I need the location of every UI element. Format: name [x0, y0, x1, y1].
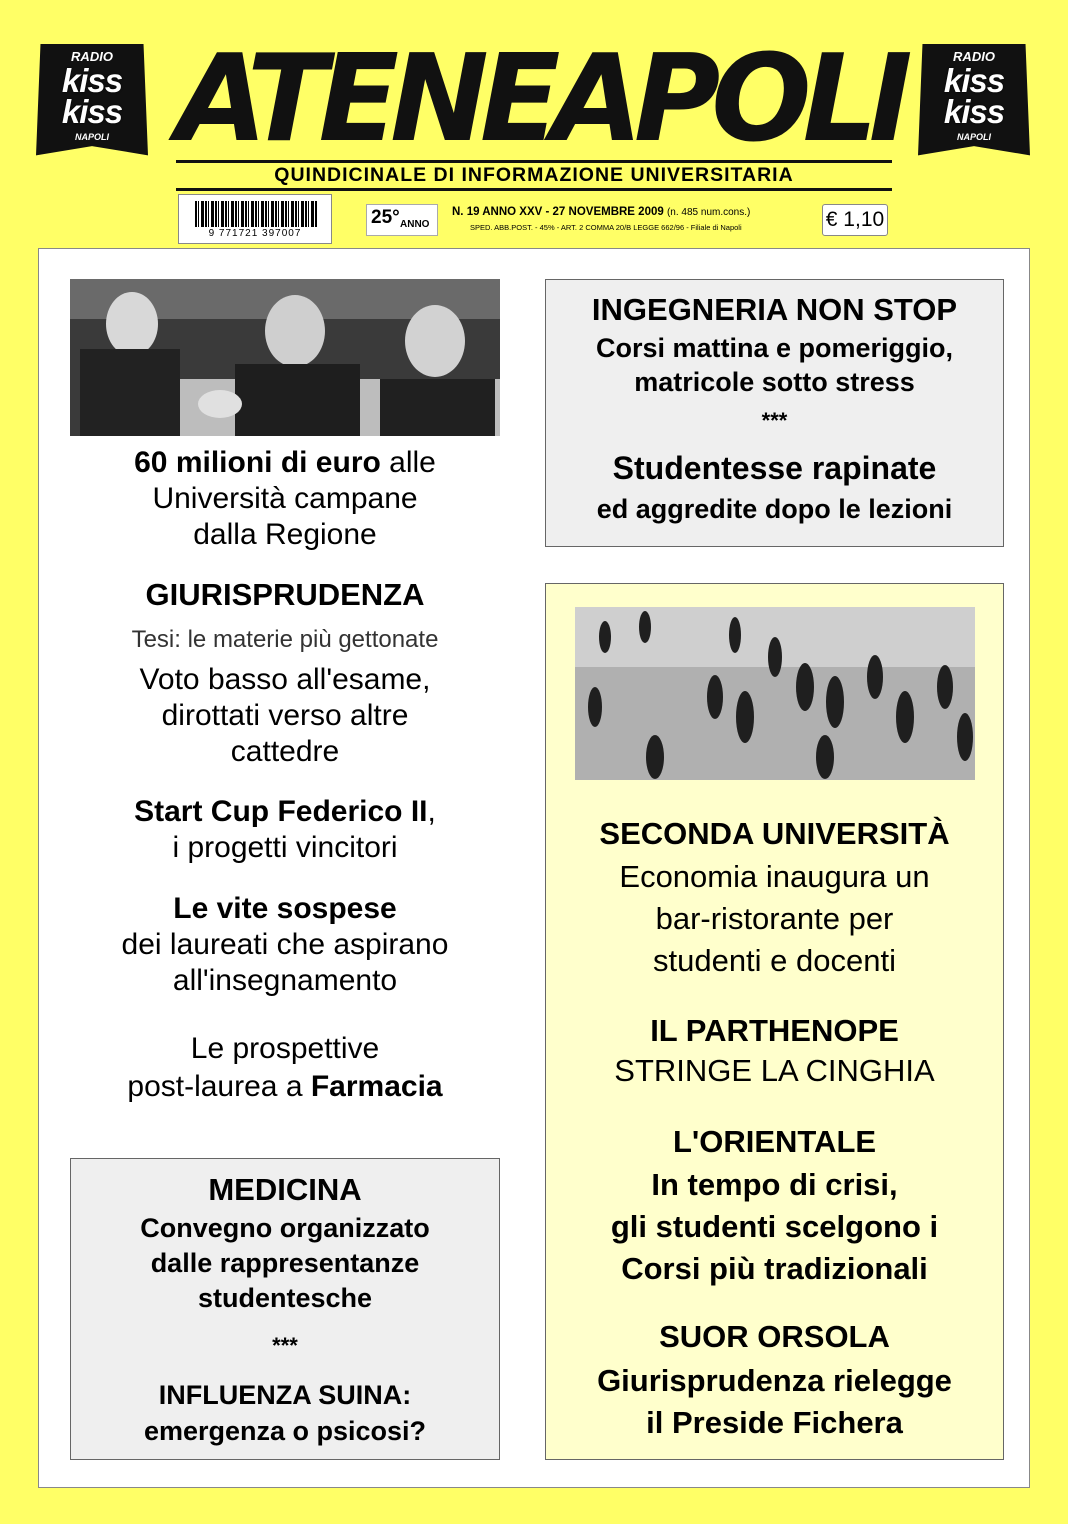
studentesse-line2: ed aggredite dopo le lezioni [596, 494, 953, 524]
parthenope-line1: IL PARTHENOPE [650, 1013, 899, 1048]
radio-kiss-text: kiss [61, 62, 123, 99]
lead-rest: alle [380, 446, 436, 479]
infl-line2: emergenza o psicosi? [143, 1416, 427, 1446]
orient-line3: Corsi più tradizionali [621, 1251, 928, 1286]
giurisprudenza-sub: Tesi: le materie più gettonate [131, 626, 439, 653]
officials-photo-svg [70, 279, 500, 436]
sun-title: SECONDA UNIVERSITÀ [599, 816, 950, 851]
medicina-body [70, 1211, 500, 1316]
startcup-comma: , [427, 795, 436, 828]
startcup-line2: i progetti vincitori [172, 831, 398, 864]
sun-line1: Economia inaugura un [619, 859, 930, 894]
giurisprudenza-body [62, 662, 508, 770]
barcode [178, 194, 332, 244]
vite-headline [62, 891, 508, 999]
issue-info [452, 206, 812, 218]
anniversary-badge [366, 204, 438, 236]
orientale-body [545, 1164, 1004, 1290]
orient-line2: gli studenti scelgono i [610, 1209, 939, 1244]
infl-line1: INFLUENZA SUINA: [158, 1380, 412, 1410]
suor-orsola-title: SUOR ORSOLA [659, 1319, 890, 1354]
newspaper-subtitle: QUINDICINALE DI INFORMAZIONE UNIVERSITARIA [176, 160, 892, 191]
newspaper-title: ATENEAPOLI [176, 27, 904, 169]
vite-line2: dei laureati che aspirano [121, 928, 449, 961]
campus-photo-svg [575, 607, 975, 780]
med-line1: Convegno organizzato [140, 1213, 430, 1243]
giur-line2: dirottati verso altre [161, 699, 409, 732]
issue-consecutive: (n. 485 num.cons.) [666, 207, 751, 218]
radio-kiss-text: kiss [61, 93, 123, 130]
radio-kiss-text: kiss [943, 93, 1005, 130]
radio-kisskiss-logo-left [36, 44, 148, 160]
farmacia-headline [62, 1030, 508, 1106]
lead-headline [62, 445, 508, 553]
ingegneria-body [545, 331, 1004, 399]
ing-line2: matricole sotto stress [634, 367, 915, 397]
barcode-number: 9 771721 397007 [208, 228, 302, 239]
radio-city: NAPOLI [74, 132, 109, 142]
anniversary-number: 25° [371, 207, 400, 228]
med-line3: studentesche [197, 1283, 373, 1313]
radio-kiss-text: kiss [943, 62, 1005, 99]
anniversary-label: ANNO [400, 219, 430, 230]
radio-city: NAPOLI [956, 132, 991, 142]
giur-line1: Voto basso all'esame, [139, 663, 431, 696]
orient-line1: In tempo di crisi, [651, 1167, 898, 1202]
vite-line3: all'insegnamento [172, 964, 398, 997]
barcode-bars [195, 201, 317, 227]
farm-line2: post-laurea a [127, 1070, 311, 1103]
officials-photo [70, 279, 500, 436]
influenza-headline [70, 1377, 500, 1449]
suor-line2: il Preside Fichera [646, 1405, 903, 1440]
campus-photo [575, 607, 975, 780]
lead-bold: 60 milioni di euro [134, 446, 381, 479]
med-line2: dalle rappresentanze [150, 1248, 420, 1278]
studentesse-title: Studentesse rapinate [612, 450, 937, 486]
postal-info: SPED. ABB.POST. - 45% - ART. 2 COMMA 20/B LEGGE 662/96 - Filiale di Napoli [470, 223, 742, 232]
ingegneria-title: INGEGNERIA NON STOP [591, 292, 958, 327]
suor-line1: Giurisprudenza rielegge [597, 1363, 952, 1398]
lead-line2: Università campane [152, 482, 418, 515]
startcup-bold: Start Cup Federico II [134, 795, 428, 828]
price-box: € 1,10 [822, 204, 888, 236]
giur-line3: cattedre [230, 735, 340, 768]
medicina-title: MEDICINA [208, 1172, 362, 1207]
lead-line3: dalla Regione [193, 518, 377, 551]
farm-line1: Le prospettive [190, 1032, 380, 1065]
radio-kisskiss-logo-right [918, 44, 1030, 160]
suor-orsola-body [545, 1360, 1004, 1444]
startcup-headline [62, 794, 508, 866]
vite-title: Le vite sospese [173, 892, 397, 925]
sun-body [545, 856, 1004, 982]
ingegneria-separator: *** [761, 408, 788, 433]
farm-bold: Farmacia [310, 1070, 443, 1103]
parthenope-line2: STRINGE LA CINGHIA [614, 1053, 935, 1088]
sun-line3: studenti e docenti [652, 943, 896, 978]
radio-label: RADIO [953, 49, 995, 64]
ing-line1: Corsi mattina e pomeriggio, [595, 333, 954, 363]
radio-label: RADIO [71, 49, 113, 64]
sun-line2: bar-ristorante per [655, 901, 894, 936]
giurisprudenza-title: GIURISPRUDENZA [145, 577, 425, 612]
orientale-title: L'ORIENTALE [672, 1124, 877, 1159]
issue-line: N. 19 ANNO XXV - 27 NOVEMBRE 2009 [452, 206, 664, 218]
medicina-separator: *** [272, 1333, 298, 1358]
